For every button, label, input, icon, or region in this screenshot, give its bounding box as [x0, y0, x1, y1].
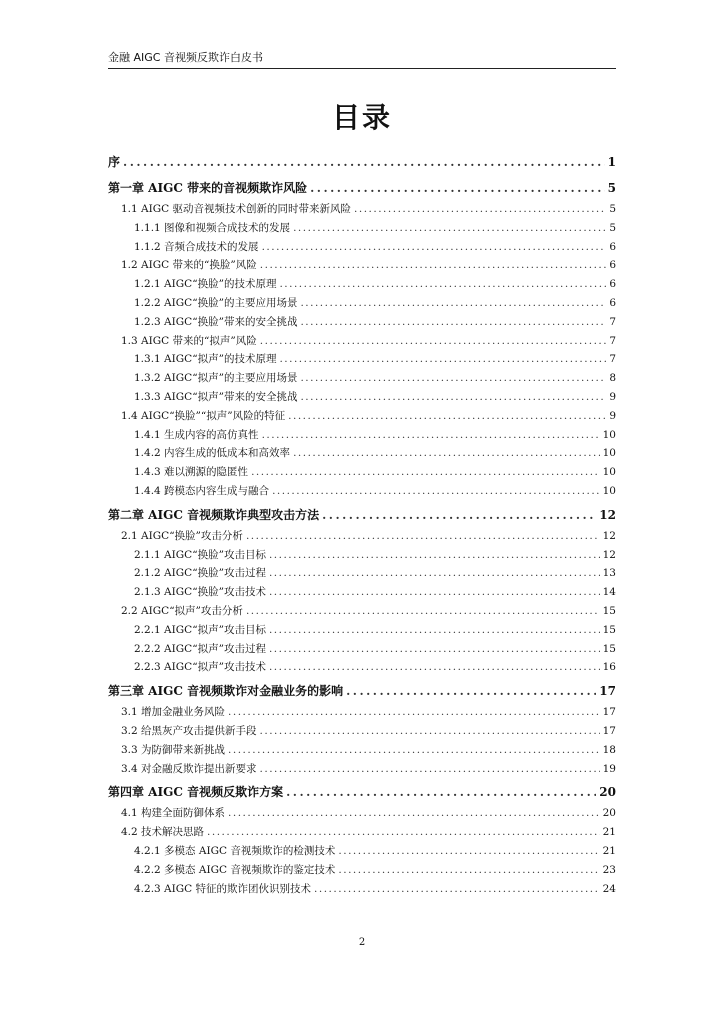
toc-subsection-entry[interactable] [108, 564, 616, 583]
toc-section-entry[interactable] [108, 256, 616, 275]
toc-chapter-entry[interactable] [108, 150, 616, 174]
toc-entry-title: 2.1.1 AIGC“换脸”攻击目标 [134, 548, 266, 561]
toc-subsection-entry[interactable] [108, 426, 616, 445]
toc-title: 目录 [331, 101, 392, 134]
toc-subsection-entry[interactable] [108, 880, 616, 899]
toc-subsection-entry[interactable] [108, 313, 616, 332]
header-title: 金融 AIGC 音视频反欺诈白皮书 [108, 51, 263, 64]
toc-entry-page: 15 [602, 642, 616, 655]
toc-entry-title: 4.2.1 多模态 AIGC 音视频欺诈的检测技术 [134, 844, 336, 857]
table-of-contents [108, 148, 616, 898]
toc-subsection-entry[interactable] [108, 621, 616, 640]
toc-entry-page: 7 [609, 353, 616, 366]
toc-entry-title: 第三章 AIGC 音视频欺诈对金融业务的影响 [108, 684, 344, 699]
toc-dot-leader [260, 760, 600, 779]
toc-entry-page: 6 [609, 278, 616, 291]
toc-subsection-entry[interactable] [108, 482, 616, 501]
toc-chapter-entry[interactable] [108, 503, 616, 527]
toc-entry-page: 23 [602, 863, 616, 876]
toc-entry-title: 1.1.1 图像和视频合成技术的发展 [134, 221, 291, 234]
toc-entry-page: 6 [609, 296, 616, 309]
toc-subsection-entry[interactable] [108, 658, 616, 677]
toc-entry-page: 10 [602, 447, 616, 460]
toc-entry-page: 6 [609, 240, 616, 253]
toc-entry-page: 15 [602, 623, 616, 636]
toc-entry-title: 1.4 AIGC“换脸”“拟声”风险的特征 [121, 409, 286, 422]
toc-entry-page: 12 [602, 548, 616, 561]
toc-entry-title: 2.2.3 AIGC“拟声”攻击技术 [134, 661, 266, 674]
toc-dot-leader [260, 722, 600, 741]
toc-entry-title: 3.2 给黑灰产攻击提供新手段 [121, 724, 257, 737]
toc-entry-title: 2.2 AIGC“拟声”攻击分析 [121, 604, 243, 617]
toc-dot-leader [300, 313, 606, 332]
toc-entry-page: 10 [602, 484, 616, 497]
toc-section-entry[interactable] [108, 407, 616, 426]
toc-dot-leader [269, 658, 600, 677]
toc-dot-leader [346, 679, 596, 703]
toc-entry-title: 3.3 为防御带来新挑战 [121, 743, 226, 756]
toc-dot-leader [300, 388, 606, 407]
toc-section-entry[interactable] [108, 823, 616, 842]
toc-entry-title: 1.4.3 难以溯源的隐匿性 [134, 466, 249, 479]
toc-dot-leader [314, 880, 600, 899]
toc-dot-leader [269, 640, 600, 659]
toc-entry-page: 7 [609, 315, 616, 328]
toc-entry-title: 3.4 对金融反欺诈提出新要求 [121, 762, 257, 775]
toc-entry-page: 24 [602, 882, 616, 895]
toc-entry-page: 7 [609, 334, 616, 347]
toc-dot-leader [251, 463, 600, 482]
toc-entry-title: 4.2.3 AIGC 特征的欺诈团伙识别技术 [134, 882, 312, 895]
toc-entry-title: 1.2.1 AIGC“换脸”的技术原理 [134, 278, 277, 291]
toc-entry-title: 4.2 技术解决思路 [121, 826, 205, 839]
toc-dot-leader [260, 256, 607, 275]
toc-entry-title: 2.2.2 AIGC“拟声”攻击过程 [134, 642, 266, 655]
toc-entry-title: 1.3.3 AIGC“拟声”带来的安全挑战 [134, 390, 298, 403]
toc-subsection-entry[interactable] [108, 388, 616, 407]
toc-section-entry[interactable] [108, 602, 616, 621]
toc-subsection-entry[interactable] [108, 640, 616, 659]
toc-entry-title: 1.4.2 内容生成的低成本和高效率 [134, 447, 291, 460]
toc-entry-page: 18 [602, 743, 616, 756]
toc-entry-title: 4.2.2 多模态 AIGC 音视频欺诈的鉴定技术 [134, 863, 336, 876]
toc-subsection-entry[interactable] [108, 238, 616, 257]
toc-entry-page: 17 [599, 684, 616, 699]
toc-entry-page: 5 [609, 203, 616, 215]
toc-entry-title: 1.3.2 AIGC“拟声”的主要应用场景 [134, 372, 298, 385]
toc-subsection-entry[interactable] [108, 463, 616, 482]
running-header [108, 50, 616, 69]
toc-subsection-entry[interactable] [108, 444, 616, 463]
toc-dot-leader [269, 564, 600, 583]
toc-entry-page: 12 [602, 529, 616, 542]
toc-entry-title: 1.3.1 AIGC“拟声”的技术原理 [134, 353, 277, 366]
toc-entry-title: 3.1 增加金融业务风险 [121, 706, 226, 719]
toc-section-entry[interactable] [108, 804, 616, 823]
toc-entry-page: 13 [602, 567, 616, 580]
toc-entry-page: 16 [602, 661, 616, 674]
toc-dot-leader [228, 804, 600, 823]
toc-entry-title: 1.1 AIGC 驱动音视频技术创新的同时带来新风险 [121, 203, 352, 215]
toc-dot-leader [272, 482, 600, 501]
toc-section-entry[interactable] [108, 760, 616, 779]
toc-dot-leader [354, 200, 606, 219]
toc-subsection-entry[interactable] [108, 294, 616, 313]
toc-dot-leader [322, 503, 596, 527]
toc-dot-leader [246, 602, 600, 621]
toc-section-entry[interactable] [108, 527, 616, 546]
toc-subsection-entry[interactable] [108, 842, 616, 861]
toc-dot-leader [207, 823, 600, 842]
toc-chapter-entry[interactable] [108, 679, 616, 703]
toc-dot-leader [338, 842, 599, 861]
toc-dot-leader [269, 546, 600, 565]
toc-entry-page: 8 [609, 372, 616, 385]
toc-entry-title: 1.4.4 跨模态内容生成与融合 [134, 484, 270, 497]
toc-chapter-entry[interactable] [108, 176, 616, 200]
toc-entry-page: 15 [602, 604, 616, 617]
toc-dot-leader [269, 583, 600, 602]
toc-dot-leader [279, 275, 606, 294]
toc-entry-page: 12 [599, 507, 616, 522]
toc-entry-page: 20 [602, 807, 616, 820]
toc-dot-leader [310, 176, 605, 200]
toc-subsection-entry[interactable] [108, 861, 616, 880]
toc-entry-page: 10 [602, 466, 616, 479]
toc-dot-leader [262, 426, 600, 445]
toc-subsection-entry[interactable] [108, 219, 616, 238]
toc-dot-leader [228, 703, 600, 722]
toc-dot-leader [246, 527, 600, 546]
toc-entry-page: 17 [602, 706, 616, 719]
toc-subsection-entry[interactable] [108, 546, 616, 565]
toc-section-entry[interactable] [108, 200, 616, 219]
toc-entry-title: 2.2.1 AIGC“拟声”攻击目标 [134, 623, 266, 636]
toc-subsection-entry[interactable] [108, 350, 616, 369]
toc-subsection-entry[interactable] [108, 275, 616, 294]
toc-entry-title: 1.2.2 AIGC“换脸”的主要应用场景 [134, 296, 298, 309]
toc-entry-title: 2.1.2 AIGC“换脸”攻击过程 [134, 567, 266, 580]
toc-dot-leader [269, 621, 600, 640]
toc-entry-page: 1 [607, 155, 616, 169]
toc-entry-title: 1.3 AIGC 带来的“拟声”风险 [121, 334, 257, 347]
toc-dot-leader [293, 219, 606, 238]
toc-entry-title: 1.1.2 音频合成技术的发展 [134, 240, 259, 253]
toc-dot-leader [293, 444, 600, 463]
toc-entry-title: 第四章 AIGC 音视频反欺诈方案 [108, 785, 284, 800]
toc-entry-title: 第二章 AIGC 音视频欺诈典型攻击方法 [108, 507, 320, 522]
toc-dot-leader [260, 332, 607, 351]
toc-dot-leader [279, 350, 606, 369]
toc-entry-page: 14 [602, 586, 616, 599]
toc-entry-title: 2.1.3 AIGC“换脸”攻击技术 [134, 586, 266, 599]
toc-subsection-entry[interactable] [108, 369, 616, 388]
toc-entry-page: 5 [609, 221, 616, 234]
toc-entry-title: 1.4.1 生成内容的高仿真性 [134, 428, 259, 441]
toc-entry-title: 1.2 AIGC 带来的“换脸”风险 [121, 259, 257, 272]
toc-section-entry[interactable] [108, 722, 616, 741]
toc-entry-title: 序 [108, 155, 121, 169]
toc-dot-leader [286, 780, 596, 804]
toc-section-entry[interactable] [108, 741, 616, 760]
toc-entry-page: 10 [602, 428, 616, 441]
toc-subsection-entry[interactable] [108, 583, 616, 602]
toc-dot-leader [228, 741, 600, 760]
toc-chapter-entry[interactable] [108, 780, 616, 804]
toc-entry-title: 4.1 构建全面防御体系 [121, 807, 226, 820]
toc-entry-page: 17 [602, 724, 616, 737]
toc-dot-leader [300, 294, 606, 313]
toc-dot-leader [123, 150, 605, 174]
page-number: 2 [358, 937, 366, 948]
toc-entry-title: 2.1 AIGC“换脸”攻击分析 [121, 529, 243, 542]
toc-dot-leader [300, 369, 606, 388]
toc-entry-page: 9 [609, 390, 616, 403]
toc-entry-page: 19 [602, 762, 616, 775]
toc-entry-title: 第一章 AIGC 带来的音视频欺诈风险 [108, 181, 308, 195]
toc-entry-page: 9 [609, 409, 616, 422]
toc-entry-page: 21 [602, 826, 616, 839]
toc-entry-page: 6 [609, 259, 616, 272]
toc-entry-page: 5 [607, 181, 616, 195]
toc-dot-leader [288, 407, 606, 426]
toc-entry-page: 21 [602, 844, 616, 857]
toc-dot-leader [262, 238, 607, 257]
toc-entry-page: 20 [599, 785, 616, 800]
toc-entry-title: 1.2.3 AIGC“换脸”带来的安全挑战 [134, 315, 298, 328]
toc-dot-leader [338, 861, 599, 880]
toc-section-entry[interactable] [108, 703, 616, 722]
toc-section-entry[interactable] [108, 332, 616, 351]
